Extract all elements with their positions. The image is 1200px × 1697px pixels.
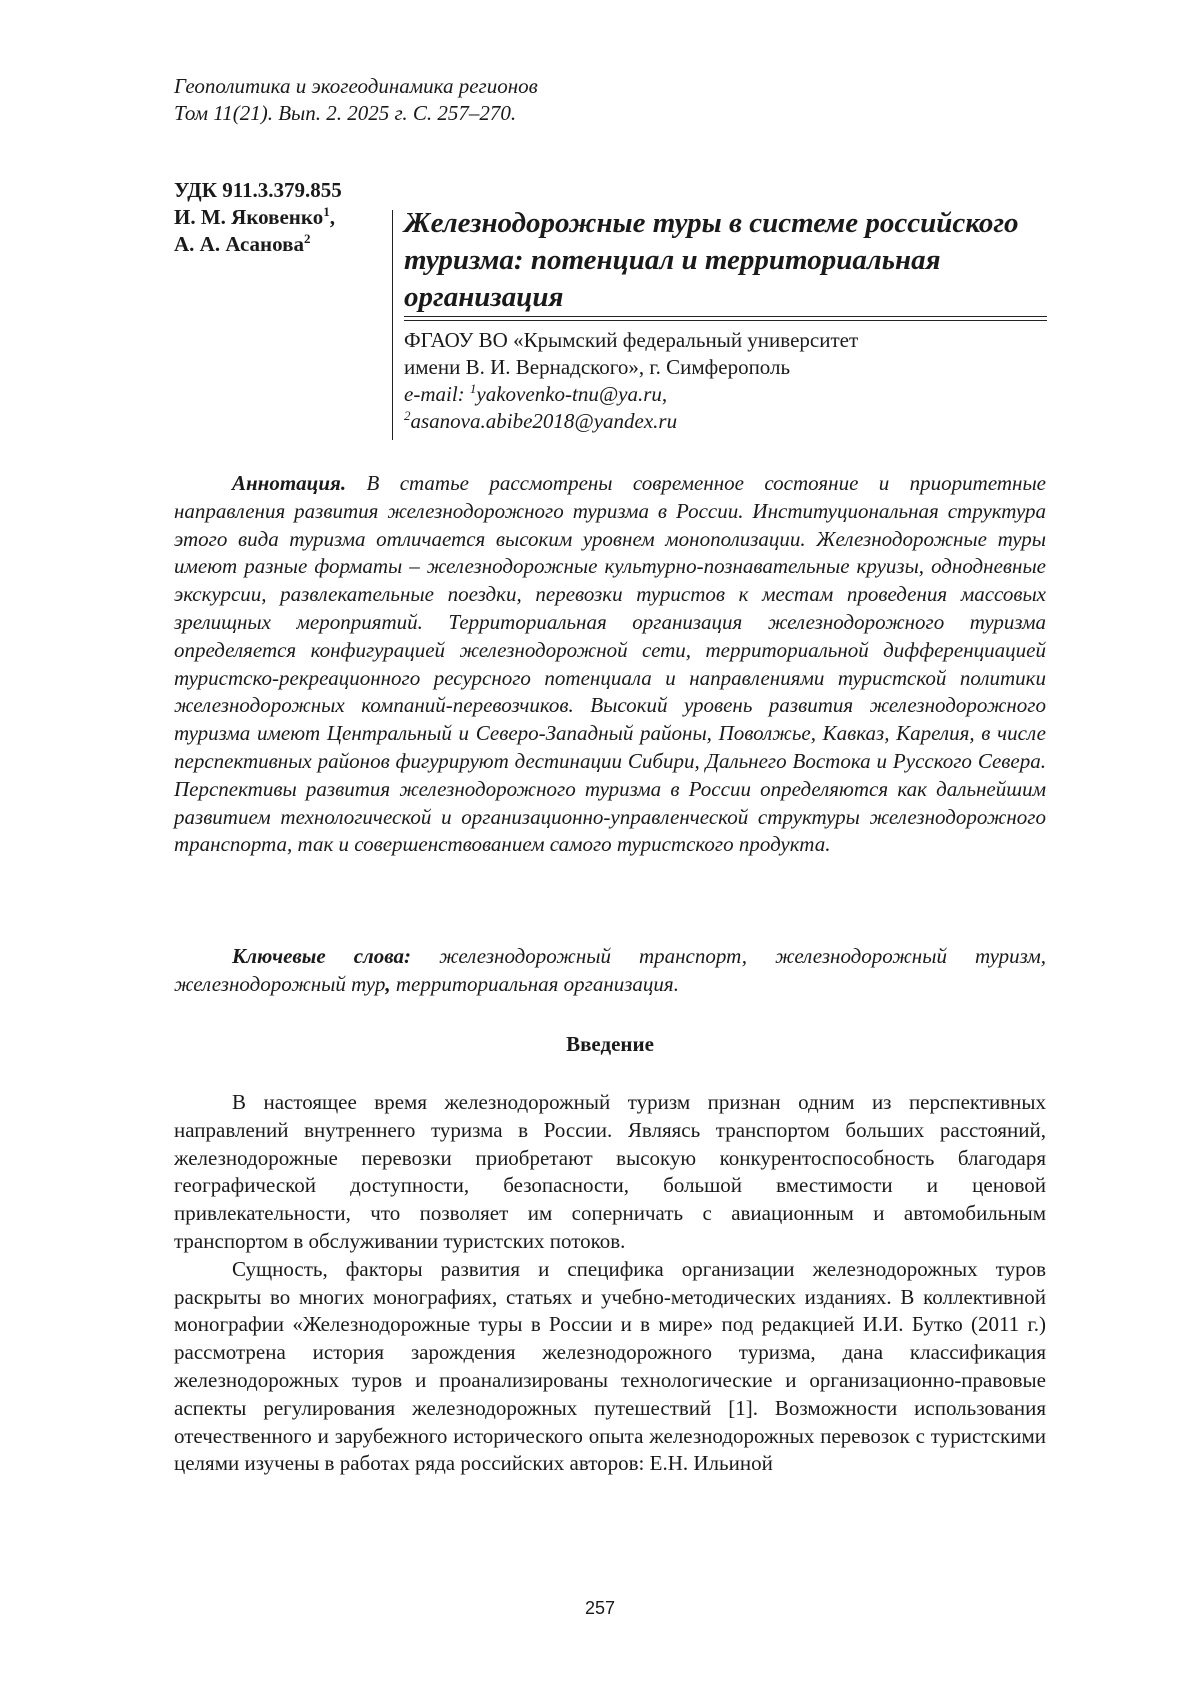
keywords-text-a: железнодорожный транспорт, железнодорожный туризм, железнодорожный тур <box>174 944 1046 996</box>
email-2-mark: 2 <box>404 408 411 423</box>
keywords-label: Ключевые слова: <box>232 944 412 968</box>
journal-header <box>174 73 538 127</box>
article-title: Железнодорожные туры в системе российского туризма: потенциал и территориальная организация <box>404 207 1019 313</box>
affiliation-line-2: имени В. И. Вернадского», г. Симферополь <box>404 355 791 379</box>
article-meta <box>174 177 342 258</box>
author-1 <box>174 204 342 231</box>
paragraph-1: В настоящее время железнодорожный туризм признан одним из перспективных направлений внутреннего туризма в России. Являясь транспортом больших расстояний, железнодорожные перевозки приобретают высокую конкурентоспособность благодаря географической доступности, безопасности, большой вместимости и ценовой привлекательности, что позволяет им соперничать с авиационным и автомобильным транспортом в обслуживании туристских потоков. <box>174 1090 1046 1253</box>
email-label: e-mail: <box>404 382 470 406</box>
email-1: yakovenko-tnu@ya.ru, <box>476 382 668 406</box>
keywords-text-b: территориальная организация. <box>390 971 679 996</box>
keywords <box>174 943 1046 999</box>
udc-code: УДК 911.3.379.855 <box>174 178 342 202</box>
email-1-mark: 1 <box>469 381 477 396</box>
title-rule-bottom <box>404 320 1047 321</box>
section-heading: Введение <box>566 1032 654 1056</box>
affiliation <box>404 327 1044 435</box>
page-number: 257 <box>584 1598 616 1618</box>
author-2 <box>174 231 342 258</box>
author-2-affil-mark: 2 <box>303 231 311 246</box>
keywords-comma: , <box>385 971 391 996</box>
journal-issue: Том 11(21). Вып. 2. 2025 г. С. 257–270. <box>174 101 517 125</box>
author-separator: , <box>329 205 335 229</box>
journal-name: Геополитика и экогеодинамика регионов <box>174 74 538 98</box>
email-line-1 <box>404 381 1044 408</box>
author-1-affil-mark: 1 <box>323 204 330 219</box>
author-1-name: И. М. Яковенко <box>174 205 324 229</box>
keywords-paragraph <box>174 943 1046 999</box>
email-2: asanova.abibe2018@yandex.ru <box>410 409 678 433</box>
introduction <box>174 1089 1046 1478</box>
affiliation-line-1: ФГАОУ ВО «Крымский федеральный университет <box>404 328 859 352</box>
paragraph-2: Сущность, факторы развития и специфика организации железнодорожных туров раскрыты во многих монографиях, статьях и учебно-методических изданиях. В коллективной монографии «Железнодорожные туры в России и в мире» под редакцией И.И. Бутко (2011 г.) рассмотрена история зарождения железнодорожного туризма, дана классификация железнодорожных туров и проанализированы технологические и организационно-правовые аспекты регулирования железнодорожных путешествий [1]. Возможности использования отечественного и зарубежного исторического опыта железнодорожных перевозок с туристскими целями изучены в работах ряда российских авторов: Е.Н. Ильиной <box>174 1256 1046 1476</box>
abstract-text: В статье рассмотрены современное состояние и приоритетные направления развития железнодорожного туризма в России. Институциональная структура этого вида туризма отличается высоким уровнем монополизации. Железнодорожные туры имеют разные форматы – железнодорожные культурно-познавательные круизы, однодневные экскурсии, развлекательные поездки, перевозки туристов к местам проведения массовых зрелищных мероприятий. Территориальная организация железнодорожного туризма определяется конфигурацией железнодорожной сети, территориальной дифференциацией туристско-рекреационного ресурсного потенциала и направлениями туристской политики железнодорожных компаний-перевозчиков. Высокий уровень развития железнодорожного туризма имеют Центральный и Северо-Западный районы, Поволжье, Кавказ, Карелия, в числе перспективных районов фигурируют дестинации Сибири, Дальнего Востока и Русского Севера. Перспективы развития железнодорожного туризма в России определяются как дальнейшим развитием технологической и организационно-управленческой структуры железнодорожного транспорта, так и совершенствованием самого туристского продукта. <box>174 471 1046 857</box>
abstract-label: Аннотация. <box>232 471 347 495</box>
author-2-name: А. А. Асанова <box>174 232 304 256</box>
abstract <box>174 470 1046 859</box>
abstract-paragraph <box>174 470 1046 859</box>
title-rule-top <box>404 316 1047 317</box>
title-vertical-rule <box>392 210 393 440</box>
email-line-2 <box>404 408 1044 435</box>
